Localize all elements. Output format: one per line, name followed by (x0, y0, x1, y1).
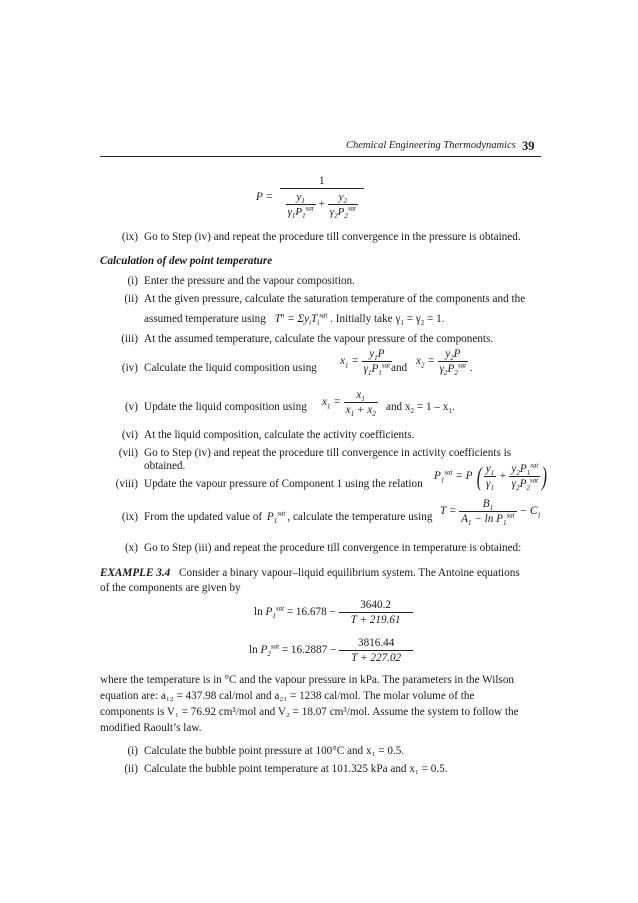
antoine-eq-2: $\ln P_2^{sat} = 16.2887$ − $\frac{3816.44}{T + 227.02}$ (249, 636, 413, 665)
bubble-step-ix: Go to Step (iv) and repeat the procedure till convergence in the pressure is obtained. (144, 231, 521, 243)
dew-step-v-tail: and $x_2 = 1 - x_1$. (386, 401, 455, 416)
formula-p1sat: $P_1^{sat} = P$ ( $\frac{y_1}{\gamma_1}$ + $y_2P_1^{sat}$ $\gamma_2P_2^{sat}$ ) (434, 461, 548, 493)
dew-step-ii-line1: At the given pressure, calculate the saturation temperature of the components and the (144, 293, 526, 305)
item-number: (ii) (124, 293, 138, 305)
formula-lhs: P = (256, 190, 273, 203)
item-number: (iv) (121, 362, 138, 374)
example-para-2: equation are: a₁₂ = 437.98 cal/mol and a₂₁ = 1238 cal/mol. The molar volume of the (100, 690, 475, 702)
formula-x2: $x_2$ = $y_2P$ $\gamma_2P_2^{sat}$ (416, 348, 467, 378)
dew-step-x: Go to Step (iii) and repeat the procedure till convergence in temperature is obtained: (144, 542, 522, 554)
section-heading: Calculation of dew point temperature (100, 255, 273, 267)
item-number: (x) (124, 542, 138, 554)
example-line2: of the components are given by (100, 582, 241, 594)
question-ii: Calculate the bubble point temperature at 101.325 kPa and x₁ = 0.5. (144, 763, 448, 775)
antoine-eq-1: $\ln P_1^{sat} = 16.678$ − $\frac{3640.2}{T + 219.61}$ (254, 598, 413, 627)
running-title: Chemical Engineering Thermodynamics (346, 140, 516, 151)
dew-step-iii: At the assumed temperature, calculate the vapour pressure of the components. (144, 333, 494, 345)
item-number: (viii) (115, 478, 138, 490)
item-number: (ix) (121, 511, 138, 523)
formula-x1-update: $x_1$ = $\frac{x_1}{x_1 + x_2}$ (322, 389, 376, 419)
example-para-4: modified Raoult’s law. (100, 722, 202, 734)
item-number: (ii) (124, 763, 138, 775)
period: . (470, 362, 473, 374)
question-i: Calculate the bubble point pressure at 100°C and x₁ = 0.5. (144, 745, 405, 757)
dew-step-vii-line2: obtained. (144, 460, 186, 472)
example-line1: EXAMPLE 3.4 Consider a binary vapour–liquid equilibrium system. The Antoine equations (100, 567, 520, 579)
dew-step-viii: Update the vapour pressure of Component 1 using the relation (144, 478, 423, 490)
formula-numerator: 1 (280, 174, 364, 189)
and-word: and (391, 362, 408, 374)
top-formula: P = 1 $y_1$ $\gamma_1P_1^{sat}$ + $y_2$ $\gamma_2P_2^{sat}$ (256, 174, 364, 219)
dew-step-iv: Calculate the liquid composition using (144, 362, 317, 374)
formula-temperature: T = $B_1$ $A_1 - \ln P_1^{sat}$ − $C_1$ (440, 498, 541, 528)
item-number: (i) (127, 745, 138, 757)
item-number: (vii) (118, 447, 138, 459)
item-number: (iii) (121, 333, 138, 345)
item-number: (vi) (121, 429, 138, 441)
dew-step-ii-line2: assumed temperature using $T^n = \Sigma y_iT_i^{sat}$ . Initially take $\gamma_1 = \gamma_2 = 1$. (144, 311, 445, 328)
dew-step-vii-line1: Go to Step (iv) and repeat the procedure till convergence in activity coefficients is (144, 447, 512, 459)
example-para-3: components is V₁ = 76.92 cm³/mol and V₂ = 18.07 cm³/mol. Assume the system to follow the (100, 706, 519, 718)
header-rule (100, 156, 541, 157)
item-number: (i) (127, 275, 138, 287)
formula-x1: $x_1$ = $y_1P$ $\gamma_1P_1^{sat}$ (340, 348, 391, 378)
item-number: (v) (124, 401, 138, 413)
dew-step-vi: At the liquid composition, calculate the activity coefficients. (144, 429, 415, 441)
example-para-1: where the temperature is in °C and the vapour pressure in kPa. The parameters in the Wilson (100, 674, 515, 686)
item-number: (ix) (121, 231, 138, 243)
dew-step-v: Update the liquid composition using (144, 401, 307, 413)
dew-step-i: Enter the pressure and the vapour composition. (144, 275, 355, 287)
dew-step-ix: From the updated value of $P_1^{sat}$ , calculate the temperature using (144, 509, 433, 526)
page-number: 39 (522, 139, 535, 153)
